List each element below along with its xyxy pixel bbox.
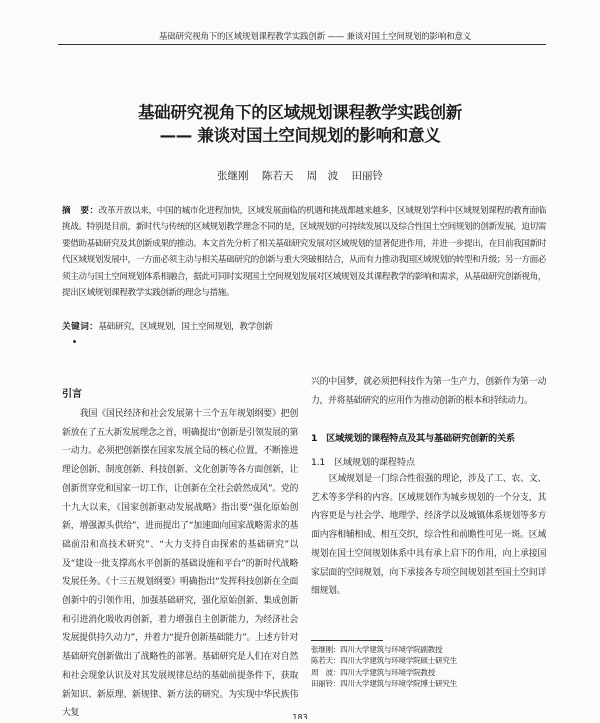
keywords-label: 关键词： xyxy=(62,322,99,332)
right-column-body xyxy=(311,470,546,601)
footnote: 陈若天：四川大学建筑与环境学院硕士研究生 xyxy=(311,656,457,666)
footnote-rule xyxy=(311,640,383,641)
running-head: 基础研究视角下的区域规划课程教学实践创新 —— 兼谈对国土空间规划的影响和意义 xyxy=(158,32,472,42)
author: 陈若天 xyxy=(261,170,294,182)
footnote: 张继刚：四川大学建筑与环境学院副教授 xyxy=(311,645,443,654)
intro-paragraph: 我国《国民经济和社会发展第十三个五年规划纲要》把创新放在了五大新发展理念之首，明确提出“创新是引领发展的第一动力。必须把创新摆在国家发展全局的核心位置，不断推进理论创新、制度创新、科技创新、文化创新等各方面创新，让创新贯穿党和国家一切工作，让创新在全社会蔚然成风”。党的十九大以来，《国家创新驱动发展战略》指出要“强化原始创新，增强源头供给”，进而提出了“加速面向国家战略需求的基础前沿和高技术研究”、“大力支持自由探索的基础研究”以及“建设一批支撑高水平创新的基础设施和平台”的新时代战略发展任务。《十三五规划纲要》明确指出“发挥科技创新在全面创新中的引领作用，加强基础研究，强化原始创新、集成创新和引进消化吸收再创新，着力增强自主创新能力，为经济社会发展提供持久动力”，并着力“提升创新基础能力”。上述方针对基础研究创新做出了战略性的部署。基础研究是人们在对自然和社会现象认识及对其发展规律总结的基础前提条件下，获取新知识、新原理、新规律、新方法的研究。为实现中华民族伟大复 xyxy=(62,409,298,719)
section-1-1-paragraph: 区域规划是一门综合性很强的理论，涉及了工、农、文、艺术等多学科的内容。区域规划作为城乡规划的一个分支，其内容更是与社会学、地理学、经济学以及城镇体系规划等多方面内容相辅相成、相互交织，综合性和前瞻性可见一斑。区域规划在国土空间规划体系中具有承上启下的作用，向上承接国家层面的空间规划，向下承接各专项空间规划甚至国土空间详细规划。 xyxy=(311,474,546,597)
footnote: 田丽铃：四川大学建筑与环境学院博士研究生 xyxy=(311,679,457,689)
section-1-heading: 1 区域规划的课程特点及其与基础研究创新的关系 xyxy=(311,433,515,444)
author-list xyxy=(0,168,600,183)
section-1-1-heading: 1.1 区域规划的课程特点 xyxy=(311,457,415,468)
keywords xyxy=(62,320,546,332)
author: 田丽铃 xyxy=(351,170,384,182)
right-column-top xyxy=(311,373,546,410)
abstract-label: 摘 要： xyxy=(62,206,99,216)
author: 周 波 xyxy=(306,170,339,182)
intro-continuation: 兴的中国梦，就必须把科技作为第一生产力，创新作为第一动力，并将基础研究的应用作为推动创新的根本和持续动力。 xyxy=(311,377,546,406)
paper-title: 基础研究视角下的区域规划课程教学实践创新 xyxy=(137,103,462,122)
page-number: 183 xyxy=(292,713,308,719)
paper-subtitle: —— 兼谈对国土空间规划的影响和意义 xyxy=(159,126,441,145)
footnote: 周 波：四川大学建筑与环境学院教授 xyxy=(311,667,435,677)
author-footnotes xyxy=(311,644,551,690)
abstract-text: 改革开放以来，中国的城市化进程加快，区域发展面临的机遇和挑战都越来越多，区域规划学科中区域规划课程的教育面临挑战。特别是目前，新时代与传统的区域规划教学理念不同的是，区域规划的可持续发展以及综合性国土空间规划的创新发展，迫切需要借助基础研究及其创新成果的推动。本文首先分析了相关基础研究发展对区域规划的显著促进作用，并进一步提出，在目前我国新时代区域规划发展中，一方面必须主动与相关基础研究的创新与重大突破相结合，从而有力推动我国区域规划的转型和升级；另一方面必须主动与国土空间规划体系相融合，据此可同时实现国土空间规划发展对区域规划及其课程教学的影响和需求，从基础研究创新视角，提出区域规划课程教学实践创新的理念与措施。 xyxy=(62,206,546,299)
keywords-text: 基础研究，区域规划，国土空间规划，教学创新 xyxy=(98,322,273,332)
intro-heading: 引言 xyxy=(62,389,82,400)
decorative-dot xyxy=(73,340,76,343)
author: 张继刚 xyxy=(216,170,249,182)
abstract xyxy=(62,203,546,301)
header-rule xyxy=(58,44,546,45)
left-column xyxy=(62,405,298,723)
